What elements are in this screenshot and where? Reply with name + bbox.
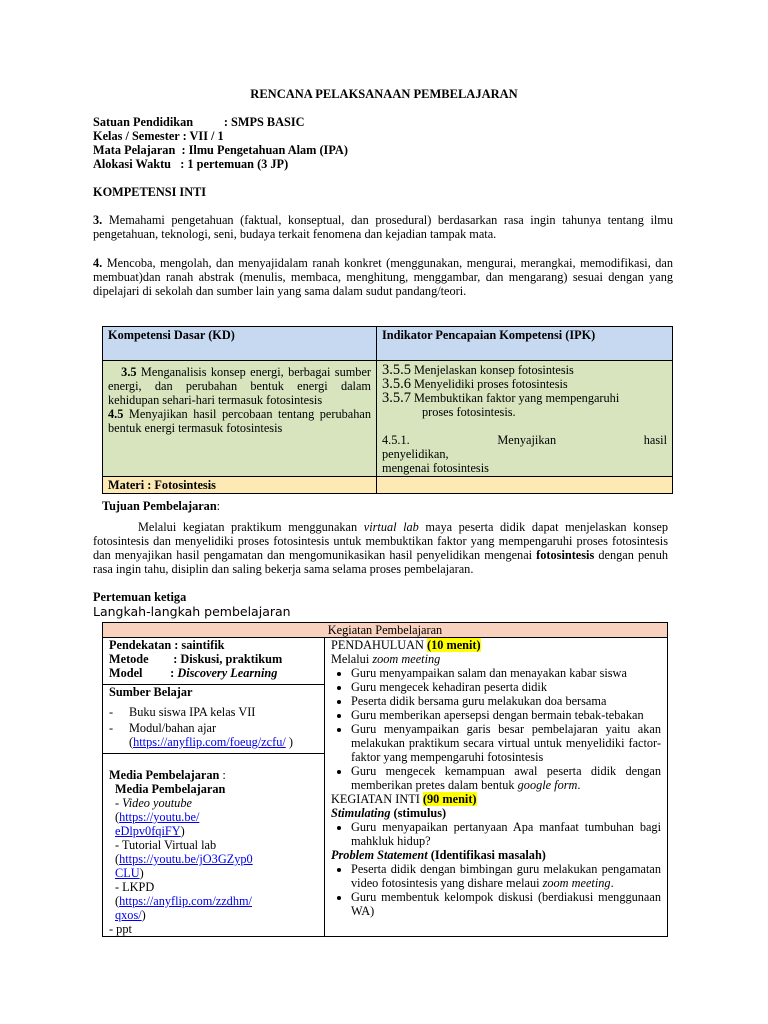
sumber-link-line: (https://anyflip.com/foeug/zcfu/ ) [129, 735, 293, 749]
sumber-list [109, 705, 318, 735]
model-value: Discovery Learning [177, 666, 278, 680]
kd-3-5-text: Menganalisis konsep energi, berbagai sumber energi, dan perubahan bentuk energi dalam kehidupan sehari-hari termasuk fotosintesis [108, 365, 371, 407]
kd-4-5 [108, 407, 371, 435]
pendahuluan-title: PENDAHULUAN [331, 638, 427, 652]
stimulating-label: Stimulating [331, 806, 391, 820]
sumber-belajar-heading: Sumber Belajar [109, 685, 193, 699]
tutorial-link-cont[interactable]: CLU [115, 866, 140, 880]
pertemuan-heading: Pertemuan ketiga [93, 590, 187, 604]
problem-statement-sub: (Identifikasi masalah) [427, 848, 546, 862]
right-column [325, 638, 668, 937]
kd-ipk-table [102, 326, 673, 494]
ipk-item [382, 377, 667, 391]
ps-item-1-text: Peserta didik dengan bimbingan guru melakukan pengamatan video fotosintesis yang dishare melaui [351, 862, 661, 890]
model [109, 666, 318, 680]
list-item: • Guru memberikan apersepsi dengan bermain tebak-tebakan [351, 708, 661, 722]
kd-3-5-number: 3.5 [121, 365, 137, 379]
lkpd-link[interactable]: https://anyflip.com/zzdhm/ [119, 894, 252, 908]
tujuan-heading [102, 499, 220, 513]
problem-statement-list [331, 862, 661, 918]
pendahuluan-time: (10 menit) [426, 638, 481, 652]
sumber-item: - Modul/bahan ajar [109, 721, 318, 735]
problem-statement-heading [331, 848, 661, 862]
list-item: • Peserta didik bersama guru melakukan doa bersama [351, 694, 661, 708]
problem-statement-label: Problem Statement [331, 848, 428, 862]
pendahuluan-sub-text: Melalui [331, 652, 373, 666]
tujuan-heading-text: Tujuan Pembelajaran [102, 499, 217, 513]
pendahuluan-list [331, 666, 661, 792]
ki-paragraph-4 [93, 256, 673, 298]
list-item: • Guru menyampaikan garis besar pembelajaran yaitu akan melakukan praktikum secara virtual untuk menyelidiki factor-faktor yang mempengaruhi fotosintesis [351, 722, 661, 764]
stimulating-sub: (stimulus) [390, 806, 447, 820]
left-column [103, 638, 325, 937]
langkah-heading: Langkah-langkah pembelajaran [93, 604, 291, 619]
tujuan-paragraph [93, 520, 668, 576]
meta-kelas-semester: Kelas / Semester : VII / 1 [93, 129, 224, 143]
pendahuluan-sub-zoom: zoom meeting [372, 652, 441, 666]
inti-time: (90 menit) [422, 792, 477, 806]
kd-4-5-text: Menyajikan hasil percobaan tentang perubahan bentuk energi termasuk fotosintesis [108, 407, 371, 435]
materi-cell-empty [377, 477, 673, 494]
ps-item-1-zoom: zoom meeting [542, 876, 611, 890]
stimulating-heading [331, 806, 661, 820]
tujuan-colon: : [216, 499, 221, 513]
ipk-header: Indikator Pencapaian Kompetensi (IPK) [377, 327, 673, 361]
ipk-number: 3.5.6 [382, 376, 411, 392]
pretes-google-form: google form [517, 778, 578, 792]
model-label: Model : [109, 666, 178, 680]
list-item: • Guru menyapaikan pertanyaan Apa manfaat tumbuhan bagi mahkluk hidup? [351, 820, 661, 848]
lkpd-label: - LKPD [115, 880, 155, 894]
kd-4-5-number: 4.5 [108, 407, 124, 421]
video-label: - Video youtube [115, 796, 192, 810]
ki-heading: KOMPETENSI INTI [93, 185, 207, 199]
inti-title: KEGIATAN INTI [331, 792, 423, 806]
video-link[interactable]: https://youtu.be/ [119, 810, 200, 824]
ki-3-text: Memahami pengetahuan (faktual, konseptual, dan prosedural) berdasarkan rasa ingin tahunya tentang ilmu pengetahuan, teknologi, seni, budaya terkait fenomena dan kejadian tampak mata. [93, 213, 673, 241]
ipk-text: Menyelidiki proses fotosintesis [414, 377, 568, 391]
tujuan-text-virtual-lab: virtual lab [363, 520, 419, 534]
ipk-3-5-7-continuation: proses fotosintesis. [422, 405, 516, 419]
materi-cell: Materi : Fotosintesis [103, 477, 377, 494]
ps-item-1-period: . [610, 876, 614, 890]
pendahuluan-sub [331, 652, 661, 666]
modul-link[interactable]: https://anyflip.com/foeug/zcfu/ [133, 735, 286, 749]
list-item: • Guru mengecek kehadiran peserta didik [351, 680, 661, 694]
metode: Metode : Diskusi, praktikum [109, 652, 283, 666]
kegiatan-table [102, 622, 668, 937]
pretes-text: Guru mengecek kemampuan awal peserta didik dengan memberikan pretes dalam bentuk [351, 764, 661, 792]
tutorial-label: - Tutorial Virtual lab [115, 838, 217, 852]
ki-3-number: 3. [93, 213, 103, 227]
inti-heading [331, 792, 661, 806]
kd-header: Kompetensi Dasar (KD) [103, 327, 377, 361]
kegiatan-header: Kegiatan Pembelajaran [103, 623, 668, 638]
tutorial-link[interactable]: https://youtu.be/jO3GZyp0 [119, 852, 253, 866]
list-item: • Guru menyampaikan salam dan menayakan kabar siswa [351, 666, 661, 680]
kd-3-5 [108, 365, 371, 407]
list-item: • Guru membentuk kelompok diskusi (berdiakusi menggunaan WA) [351, 890, 661, 918]
list-item [351, 764, 661, 792]
video-link-cont[interactable]: eDlpv0fqiFY [115, 824, 181, 838]
sumber-item: - Buku siswa IPA kelas VII [109, 705, 318, 719]
tujuan-text-3: maya peserta didik dapat menjelaskan konsep fotosintesis dan menyelidiki proses fotosintesis untuk membuktikan faktor yang mempengaruhi proses fotosintesis dan menyajikan hasil pengamatan dan mengomunikasikan hasil penyelidikan mengenai [93, 520, 668, 562]
media-heading: Media Pembelajaran [109, 768, 220, 782]
stimulating-list [331, 820, 661, 848]
tujuan-text-1: Melalui kegiatan praktikum menggunakan [138, 520, 364, 534]
lkpd-link-cont[interactable]: qxos/ [115, 908, 142, 922]
ipk-item [382, 391, 667, 405]
meta-satuan-pendidikan: Satuan Pendidikan : SMPS BASIC [93, 115, 305, 129]
tujuan-text-fotosintesis: fotosintesis [536, 548, 595, 562]
ipk-4-5-1-line1: 4.5.1. Menyajikan hasil penyelidikan, [382, 433, 667, 461]
meta-alokasi-waktu: Alokasi Waktu : 1 pertemuan (3 JP) [93, 157, 289, 171]
ki-4-text: Mencoba, mengolah, dan menyajidalam ranah konkret (menggunakan, mengurai, merangkai, memodifikasi, dan membuat)dan ranah abstrak (menulis, membaca, menghitung, menggambar, dan mengarang) sesuai dengan yang dipelajari di sekolah dan sumber lain yang sama dalam sudut pandang/teori. [93, 256, 673, 298]
kd-cell [103, 361, 377, 477]
list-item [351, 862, 661, 890]
ipk-item [382, 363, 667, 377]
ppt-item: - ppt [109, 922, 132, 936]
ipk-cell [377, 361, 673, 477]
pendahuluan-heading [331, 638, 661, 652]
media-video: - Video youtube (https://youtu.be/ eDlpv0fqiFY) - Tutorial Virtual lab (https://youtu.be/jO3GZyp0 CLU) - LKPD (https://anyflip.com/zzdhm/ qxos/) [109, 796, 318, 922]
meta-mata-pelajaran: Mata Pelajaran : Ilmu Pengetahuan Alam (IPA) [93, 143, 348, 157]
tujuan-text-5: dengan penuh rasa ingin tahu, disiplin dan saling bekerja sama selama proses pembelajaran. [93, 548, 668, 576]
pendekatan: Pendekatan : saintifik [109, 638, 225, 652]
media-heading-line [109, 768, 318, 782]
ki-4-number: 4. [93, 256, 103, 270]
ipk-number: 3.5.7 [382, 390, 411, 406]
pretes-period: . [577, 778, 581, 792]
ipk-4-5-1-line2: mengenai fotosintesis [382, 461, 489, 475]
media-colon: : [219, 768, 226, 782]
ipk-number: 3.5.5 [382, 362, 411, 378]
ki-paragraph-3 [93, 213, 673, 241]
media-subheading: Media Pembelajaran [115, 782, 226, 796]
ipk-text: Membuktikan faktor yang mempengaruhi [414, 391, 620, 405]
document-title: RENCANA PELAKSANAAN PEMBELAJARAN [250, 87, 518, 101]
ipk-text: Menjelaskan konsep fotosintesis [414, 363, 574, 377]
